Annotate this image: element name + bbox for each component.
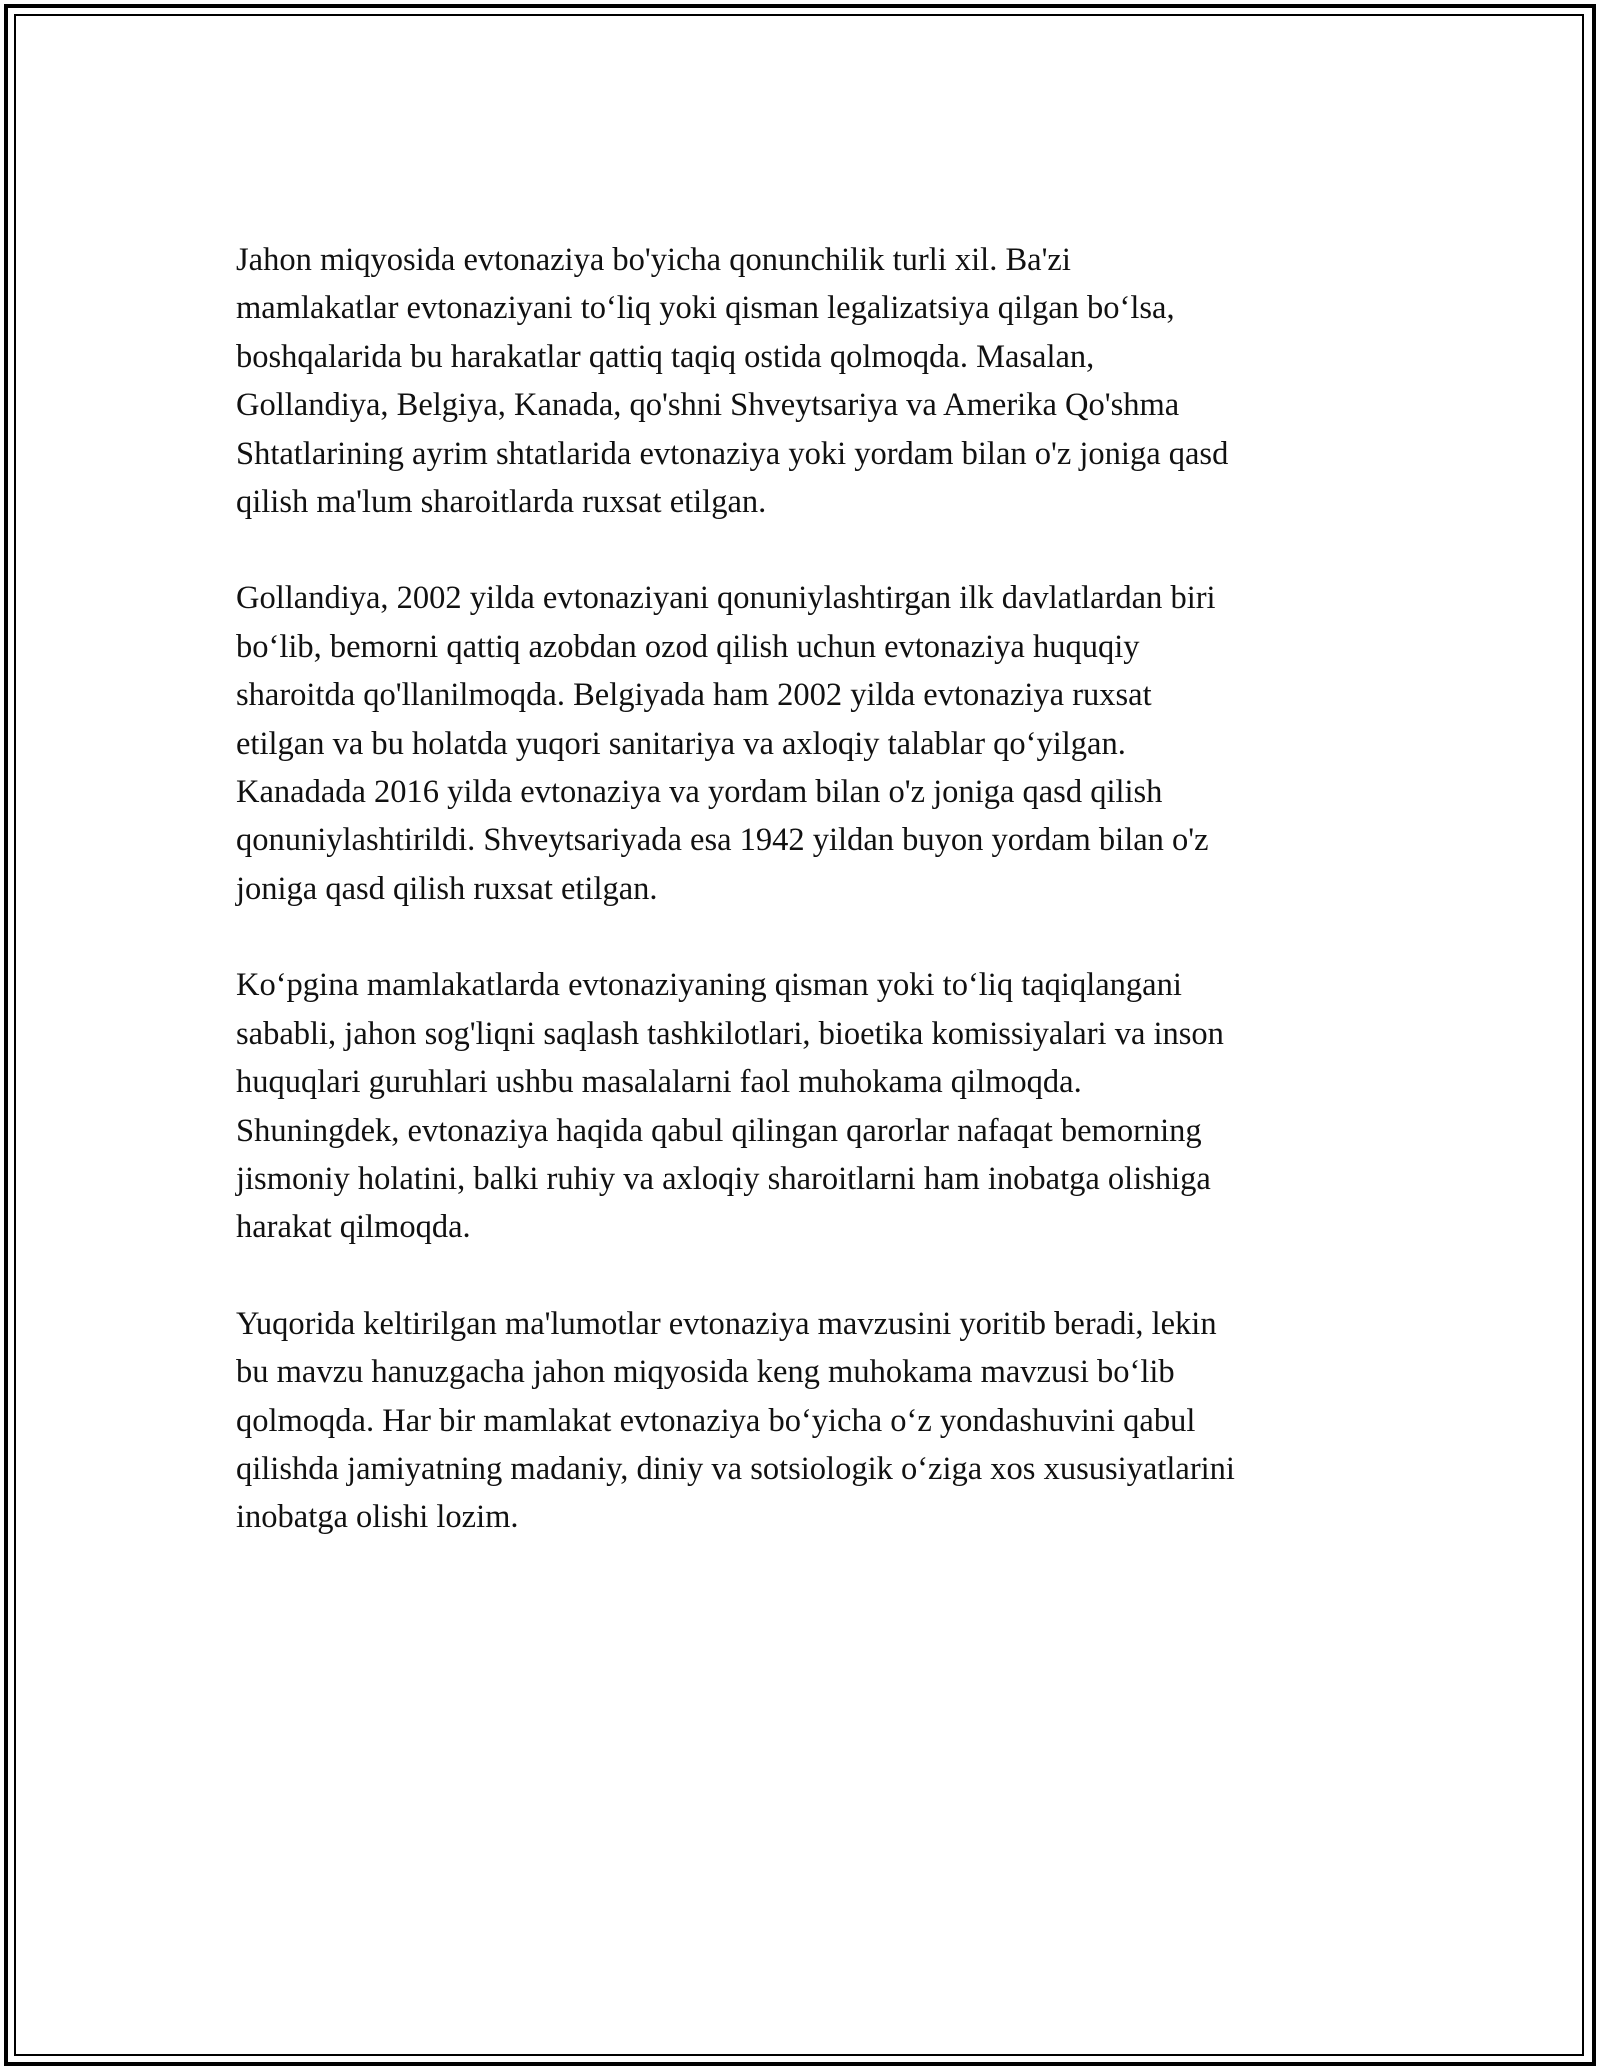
- text-line: etilgan va bu holatda yuqori sanitariya va axloqiy talablar qo‘yilgan.: [236, 725, 1126, 762]
- text-line: bo‘lib, bemorni qattiq azobdan ozod qilish uchun evtonaziya huquqiy: [236, 628, 1140, 665]
- text-line: huquqlari guruhlari ushbu masalalarni faol muhokama qilmoqda.: [236, 1064, 1082, 1101]
- text-line: Jahon miqyosida evtonaziya bo'yicha qonunchilik turli xil. Ba'zi: [236, 242, 1071, 278]
- text-line: Shtatlarining ayrim shtatlarida evtonaziya yoki yordam bilan o'z joniga qasd: [236, 435, 1229, 472]
- text-line: mamlakatlar evtonaziyani to‘liq yoki qisman legalizatsiya qilgan bo‘lsa,: [236, 290, 1175, 327]
- text-line: jismoniy holatini, balki ruhiy va axloqiy sharoitlarni ham inobatga olishiga: [236, 1160, 1211, 1197]
- text-line: sharoitda qo'llanilmoqda. Belgiyada ham 2002 yilda evtonaziya ruxsat: [236, 677, 1152, 714]
- text-line: Kanadada 2016 yilda evtonaziya va yordam bilan o'z joniga qasd qilish: [236, 774, 1163, 811]
- text-line: qilish ma'lum sharoitlarda ruxsat etilgan.: [236, 484, 767, 521]
- paragraph-ethics-discussion: [236, 961, 1381, 1251]
- text-line: bu mavzu hanuzgacha jahon miqyosida keng muhokama mavzusi bo‘lib: [236, 1354, 1175, 1391]
- text-line: qonuniylashtirildi. Shveytsariyada esa 1942 yildan buyon yordam bilan o'z: [236, 822, 1209, 859]
- text-line: Shuningdek, evtonaziya haqida qabul qilingan qarorlar nafaqat bemorning: [236, 1112, 1202, 1149]
- paragraph-legislation-overview: [236, 236, 1381, 526]
- text-line: qolmoqda. Har bir mamlakat evtonaziya bo‘yicha o‘z yondashuvini qabul: [236, 1402, 1196, 1439]
- text-line: joniga qasd qilish ruxsat etilgan.: [236, 870, 658, 907]
- text-line: Ko‘pgina mamlakatlarda evtonaziyaning qisman yoki to‘liq taqiqlangani: [236, 967, 1182, 1004]
- text-line: Yuqorida keltirilgan ma'lumotlar evtonaziya mavzusini yoritib beradi, lekin: [236, 1305, 1217, 1342]
- text-line: sababli, jahon sog'liqni saqlash tashkilotlari, bioetika komissiyalari va inson: [236, 1015, 1224, 1052]
- paragraph-conclusion: [236, 1300, 1381, 1542]
- text-line: inobatga olishi lozim.: [236, 1499, 519, 1536]
- text-line: Gollandiya, Belgiya, Kanada, qo'shni Shveytsariya va Amerika Qo'shma: [236, 387, 1180, 424]
- text-line: Gollandiya, 2002 yilda evtonaziyani qonuniylashtirgan ilk davlatlardan biri: [236, 580, 1216, 617]
- text-line: qilishda jamiyatning madaniy, diniy va sotsiologik o‘ziga xos xususiyatlarini: [236, 1450, 1235, 1487]
- document-body: [236, 236, 1381, 1590]
- text-line: boshqalarida bu harakatlar qattiq taqiq ostida qolmoqda. Masalan,: [236, 338, 1095, 375]
- text-line: harakat qilmoqda.: [236, 1209, 471, 1246]
- paragraph-country-examples: [236, 574, 1381, 913]
